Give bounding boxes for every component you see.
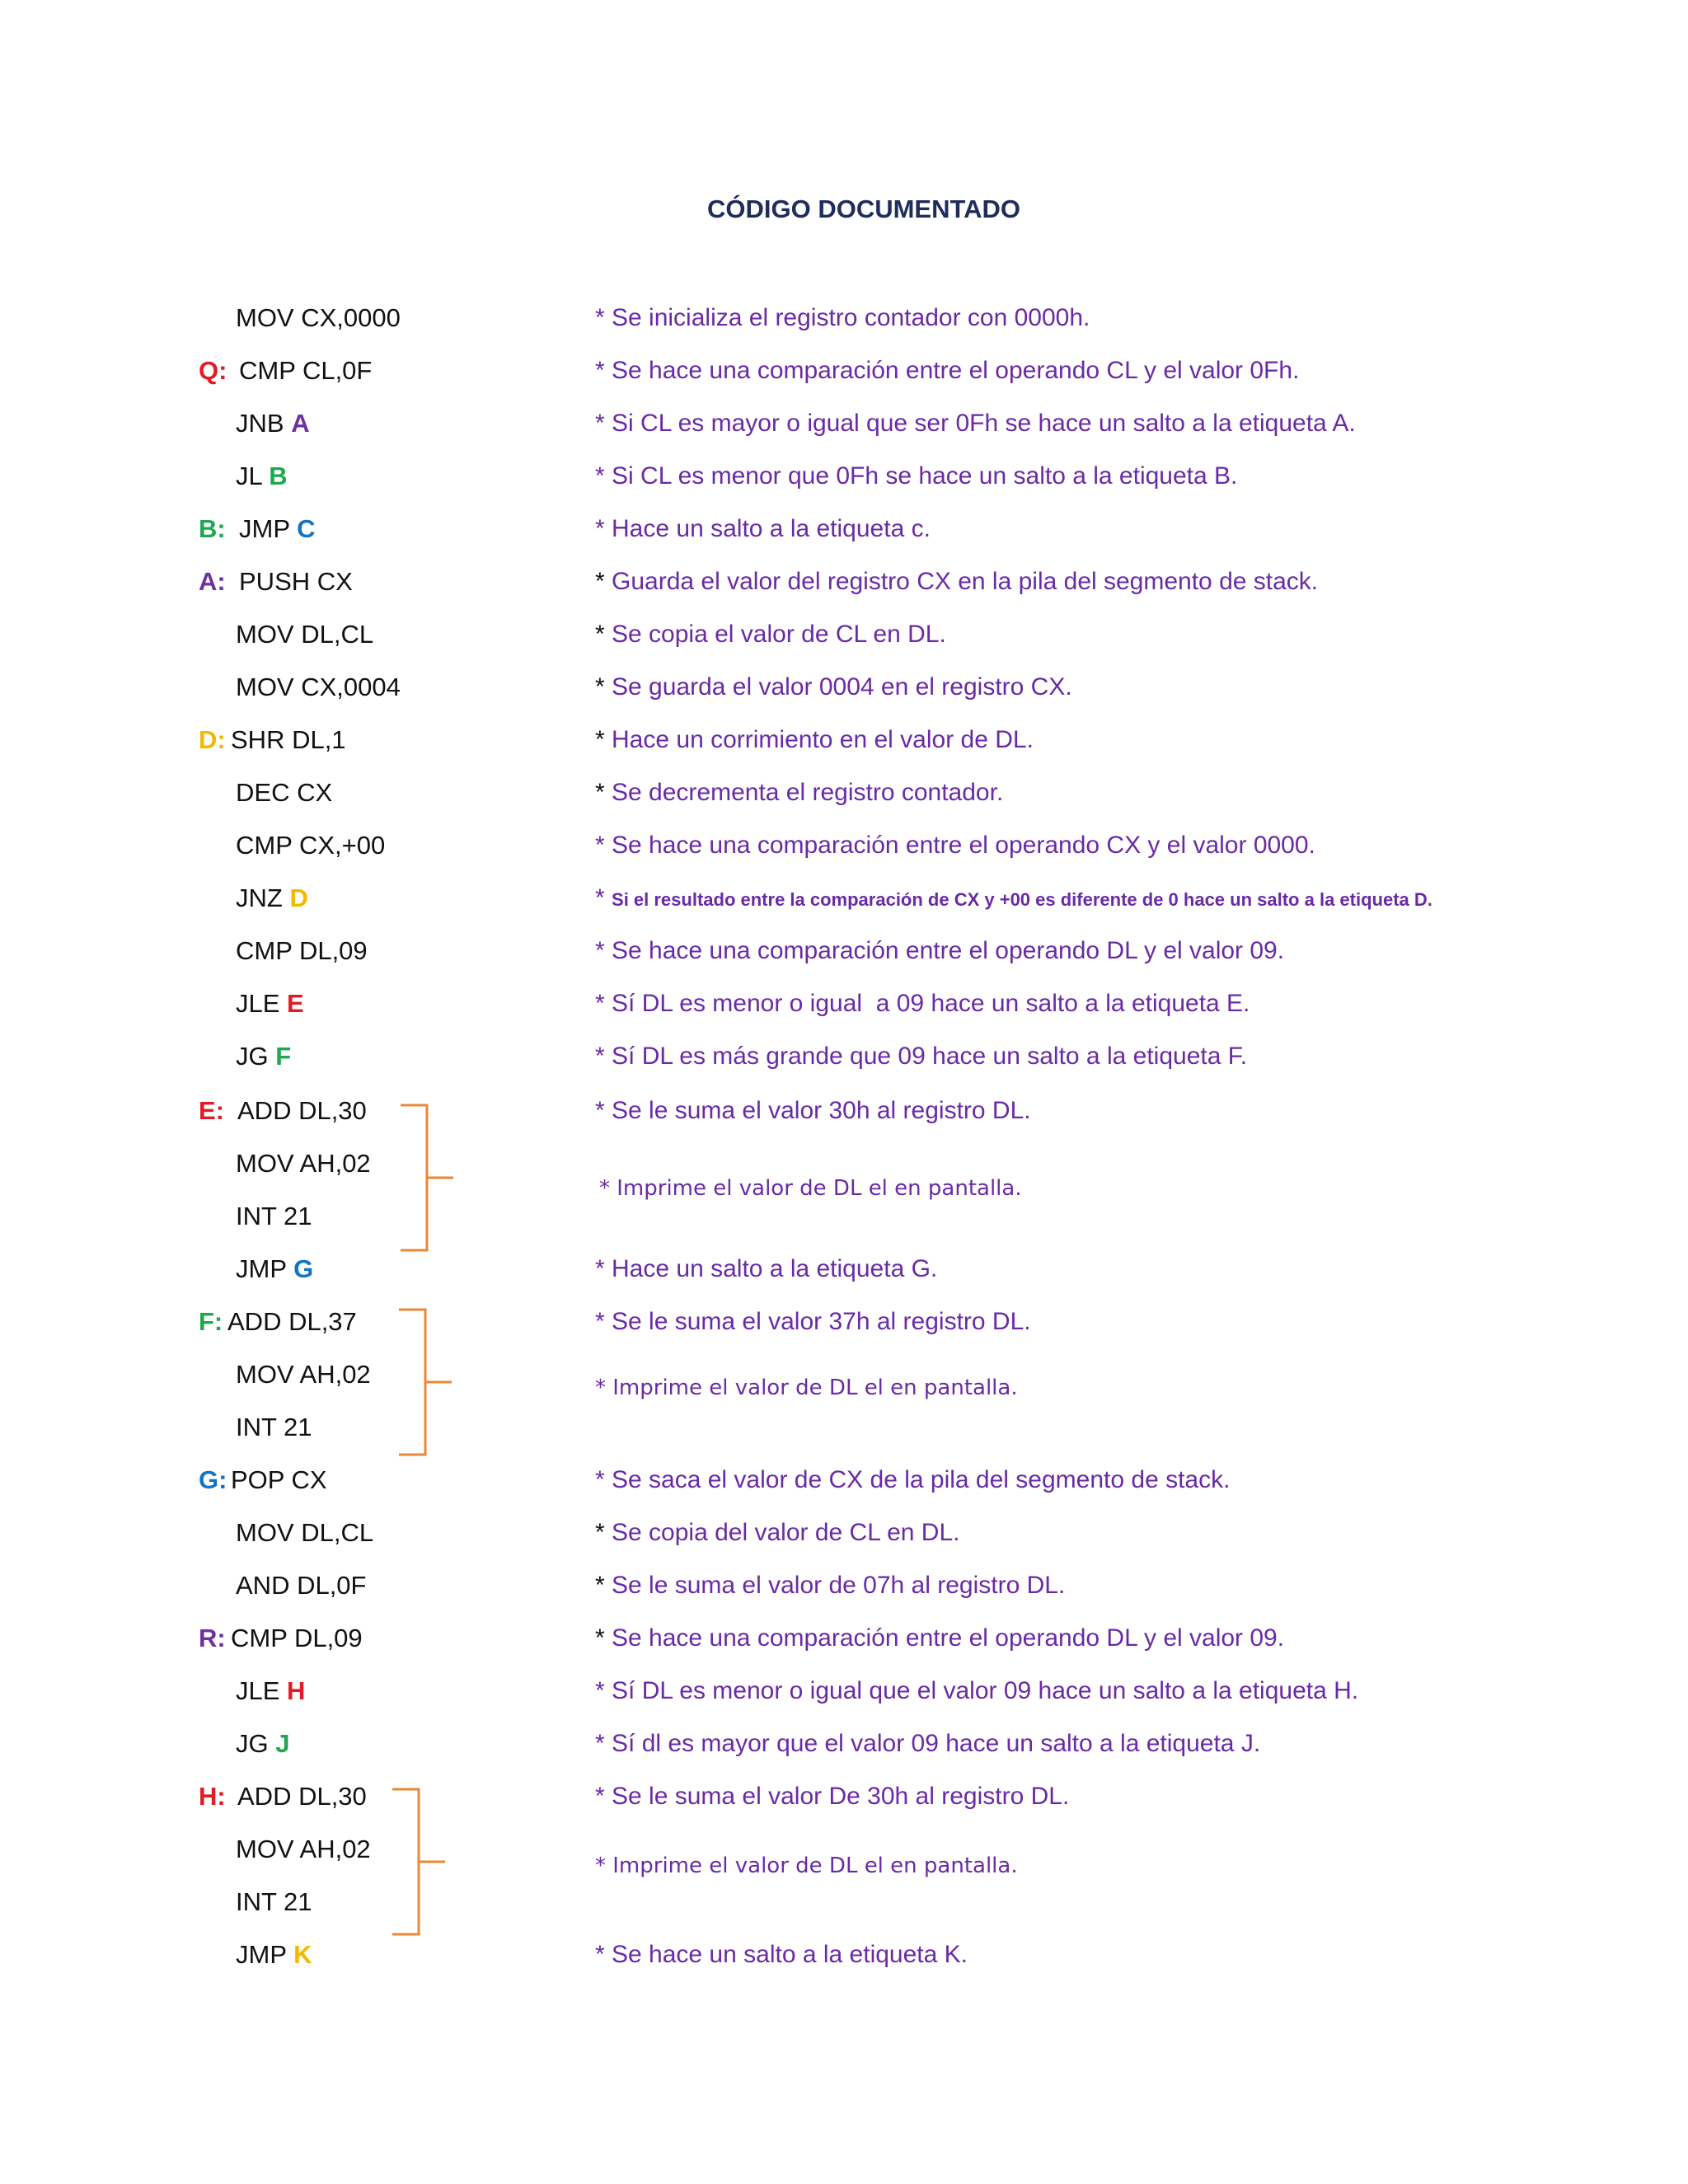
comment-line: * Se copia el valor de CL en DL. — [595, 621, 946, 648]
jump-target: D — [289, 883, 308, 912]
jump-target: K — [293, 1940, 312, 1969]
code-line: JMP G — [236, 1254, 314, 1283]
label-e: E: — [199, 1096, 224, 1125]
code-line: ADD DL,30 — [237, 1096, 367, 1125]
code-line: MOV DL,CL — [236, 620, 374, 649]
label-b: B: — [199, 514, 226, 543]
comment-line: * Se le suma el valor de 07h al registro DL. — [595, 1572, 1066, 1599]
code-line: JL B — [236, 462, 288, 490]
code-line: DEC CX — [236, 778, 333, 807]
bracket-e — [399, 1103, 457, 1253]
comment-line: * Se le suma el valor De 30h al registro DL. — [595, 1783, 1070, 1810]
comment-line: * Se hace una comparación entre el operando DL y el valor 09. — [595, 937, 1285, 964]
code-line: INT 21 — [236, 1202, 312, 1230]
code-line: MOV CX,0000 — [236, 303, 401, 332]
jump-target: F — [275, 1042, 292, 1071]
code-line: CMP DL,09 — [236, 936, 368, 965]
comment-line: * Sí dl es mayor que el valor 09 hace un salto a la etiqueta J. — [595, 1730, 1261, 1757]
comment-line: * Se decrementa el registro contador. — [595, 779, 1004, 806]
comment-line: * Sí DL es menor o igual a 09 hace un salto a la etiqueta E. — [595, 990, 1250, 1017]
code-line: AND DL,0F — [236, 1571, 367, 1600]
code-line: JMP K — [236, 1940, 312, 1969]
comment-line: * Imprime el valor de DL el en pantalla. — [595, 1854, 1018, 1878]
comment-line: * Hace un corrimiento en el valor de DL. — [595, 726, 1034, 753]
bracket-h — [391, 1787, 448, 1937]
jump-target: B — [269, 462, 288, 490]
comment-line: * Se hace un salto a la etiqueta K. — [595, 1941, 968, 1968]
comment-line: * Se inicializa el registro contador con 0000h. — [595, 304, 1090, 331]
label-d: D: — [199, 725, 226, 754]
comment-line: * Imprime el valor de DL el en pantalla. — [595, 1376, 1018, 1400]
comment-line: * Se hace una comparación entre el operando CX y el valor 0000. — [595, 832, 1315, 859]
code-line: MOV AH,02 — [236, 1149, 371, 1178]
comment-line: * Guarda el valor del registro CX en la pila del segmento de stack. — [595, 568, 1319, 595]
label-r: R: — [199, 1624, 226, 1652]
code-line: JNZ D — [236, 883, 308, 912]
code-line: MOV AH,02 — [236, 1835, 371, 1863]
label-f: F: — [199, 1307, 223, 1336]
comment-line: * Se copia del valor de CL en DL. — [595, 1519, 960, 1546]
code-line: CMP CX,+00 — [236, 831, 386, 860]
code-line: POP CX — [231, 1465, 327, 1494]
comment-line: * Se hace una comparación entre el operando DL y el valor 09. — [595, 1624, 1285, 1652]
code-line: INT 21 — [236, 1887, 312, 1916]
comment-line: * Si CL es mayor o igual que ser 0Fh se hace un salto a la etiqueta A. — [595, 410, 1356, 437]
code-line: CMP CL,0F — [239, 356, 373, 385]
bracket-f — [397, 1307, 455, 1457]
code-line: ADD DL,30 — [237, 1782, 367, 1811]
jump-target: J — [275, 1729, 290, 1758]
code-line: SHR DL,1 — [231, 725, 346, 754]
comment-line: * Hace un salto a la etiqueta G. — [595, 1255, 938, 1282]
code-line: JG F — [236, 1042, 292, 1071]
code-line: JG J — [236, 1729, 290, 1758]
label-a: A: — [199, 567, 226, 596]
label-g: G: — [199, 1465, 227, 1494]
comment-line: * Sí DL es menor o igual que el valor 09 hace un salto a la etiqueta H. — [595, 1677, 1359, 1704]
jump-target: C — [297, 514, 316, 543]
comment-line: * Sí DL es más grande que 09 hace un salto a la etiqueta F. — [595, 1043, 1248, 1070]
jump-target: A — [291, 409, 310, 438]
code-line: JLE E — [236, 989, 304, 1018]
code-line: MOV DL,CL — [236, 1518, 374, 1547]
code-line: JLE H — [236, 1676, 306, 1705]
label-q: Q: — [199, 356, 227, 385]
page-title: CÓDIGO DOCUMENTADO — [706, 194, 1021, 223]
label-h: H: — [199, 1782, 226, 1811]
code-line: PUSH CX — [239, 567, 353, 596]
comment-line: * Se guarda el valor 0004 en el registro CX. — [595, 673, 1072, 701]
code-line: JMP C — [239, 514, 316, 543]
comment-line: * Se saca el valor de CX de la pila del segmento de stack. — [595, 1466, 1231, 1493]
comment-line: * Hace un salto a la etiqueta c. — [595, 515, 931, 542]
comment-line: * Si el resultado entre la comparación de CX y +00 es diferente de 0 hace un salto a la etiqueta D. — [595, 884, 1432, 912]
comment-line: * Imprime el valor de DL el en pantalla. — [599, 1176, 1022, 1201]
comment-line: * Se le suma el valor 30h al registro DL. — [595, 1097, 1031, 1124]
code-line: MOV AH,02 — [236, 1360, 371, 1389]
jump-target: H — [287, 1676, 306, 1705]
code-line: INT 21 — [236, 1413, 312, 1441]
comment-line: * Se le suma el valor 37h al registro DL. — [595, 1308, 1031, 1335]
comment-line: * Si CL es menor que 0Fh se hace un salto a la etiqueta B. — [595, 462, 1238, 490]
jump-target: G — [293, 1254, 314, 1283]
jump-target: E — [287, 989, 304, 1018]
code-line: CMP DL,09 — [231, 1624, 363, 1652]
comment-line: * Se hace una comparación entre el operando CL y el valor 0Fh. — [595, 357, 1300, 384]
code-line: MOV CX,0004 — [236, 673, 401, 701]
code-line: JNB A — [236, 409, 310, 438]
code-line: ADD DL,37 — [227, 1307, 357, 1336]
